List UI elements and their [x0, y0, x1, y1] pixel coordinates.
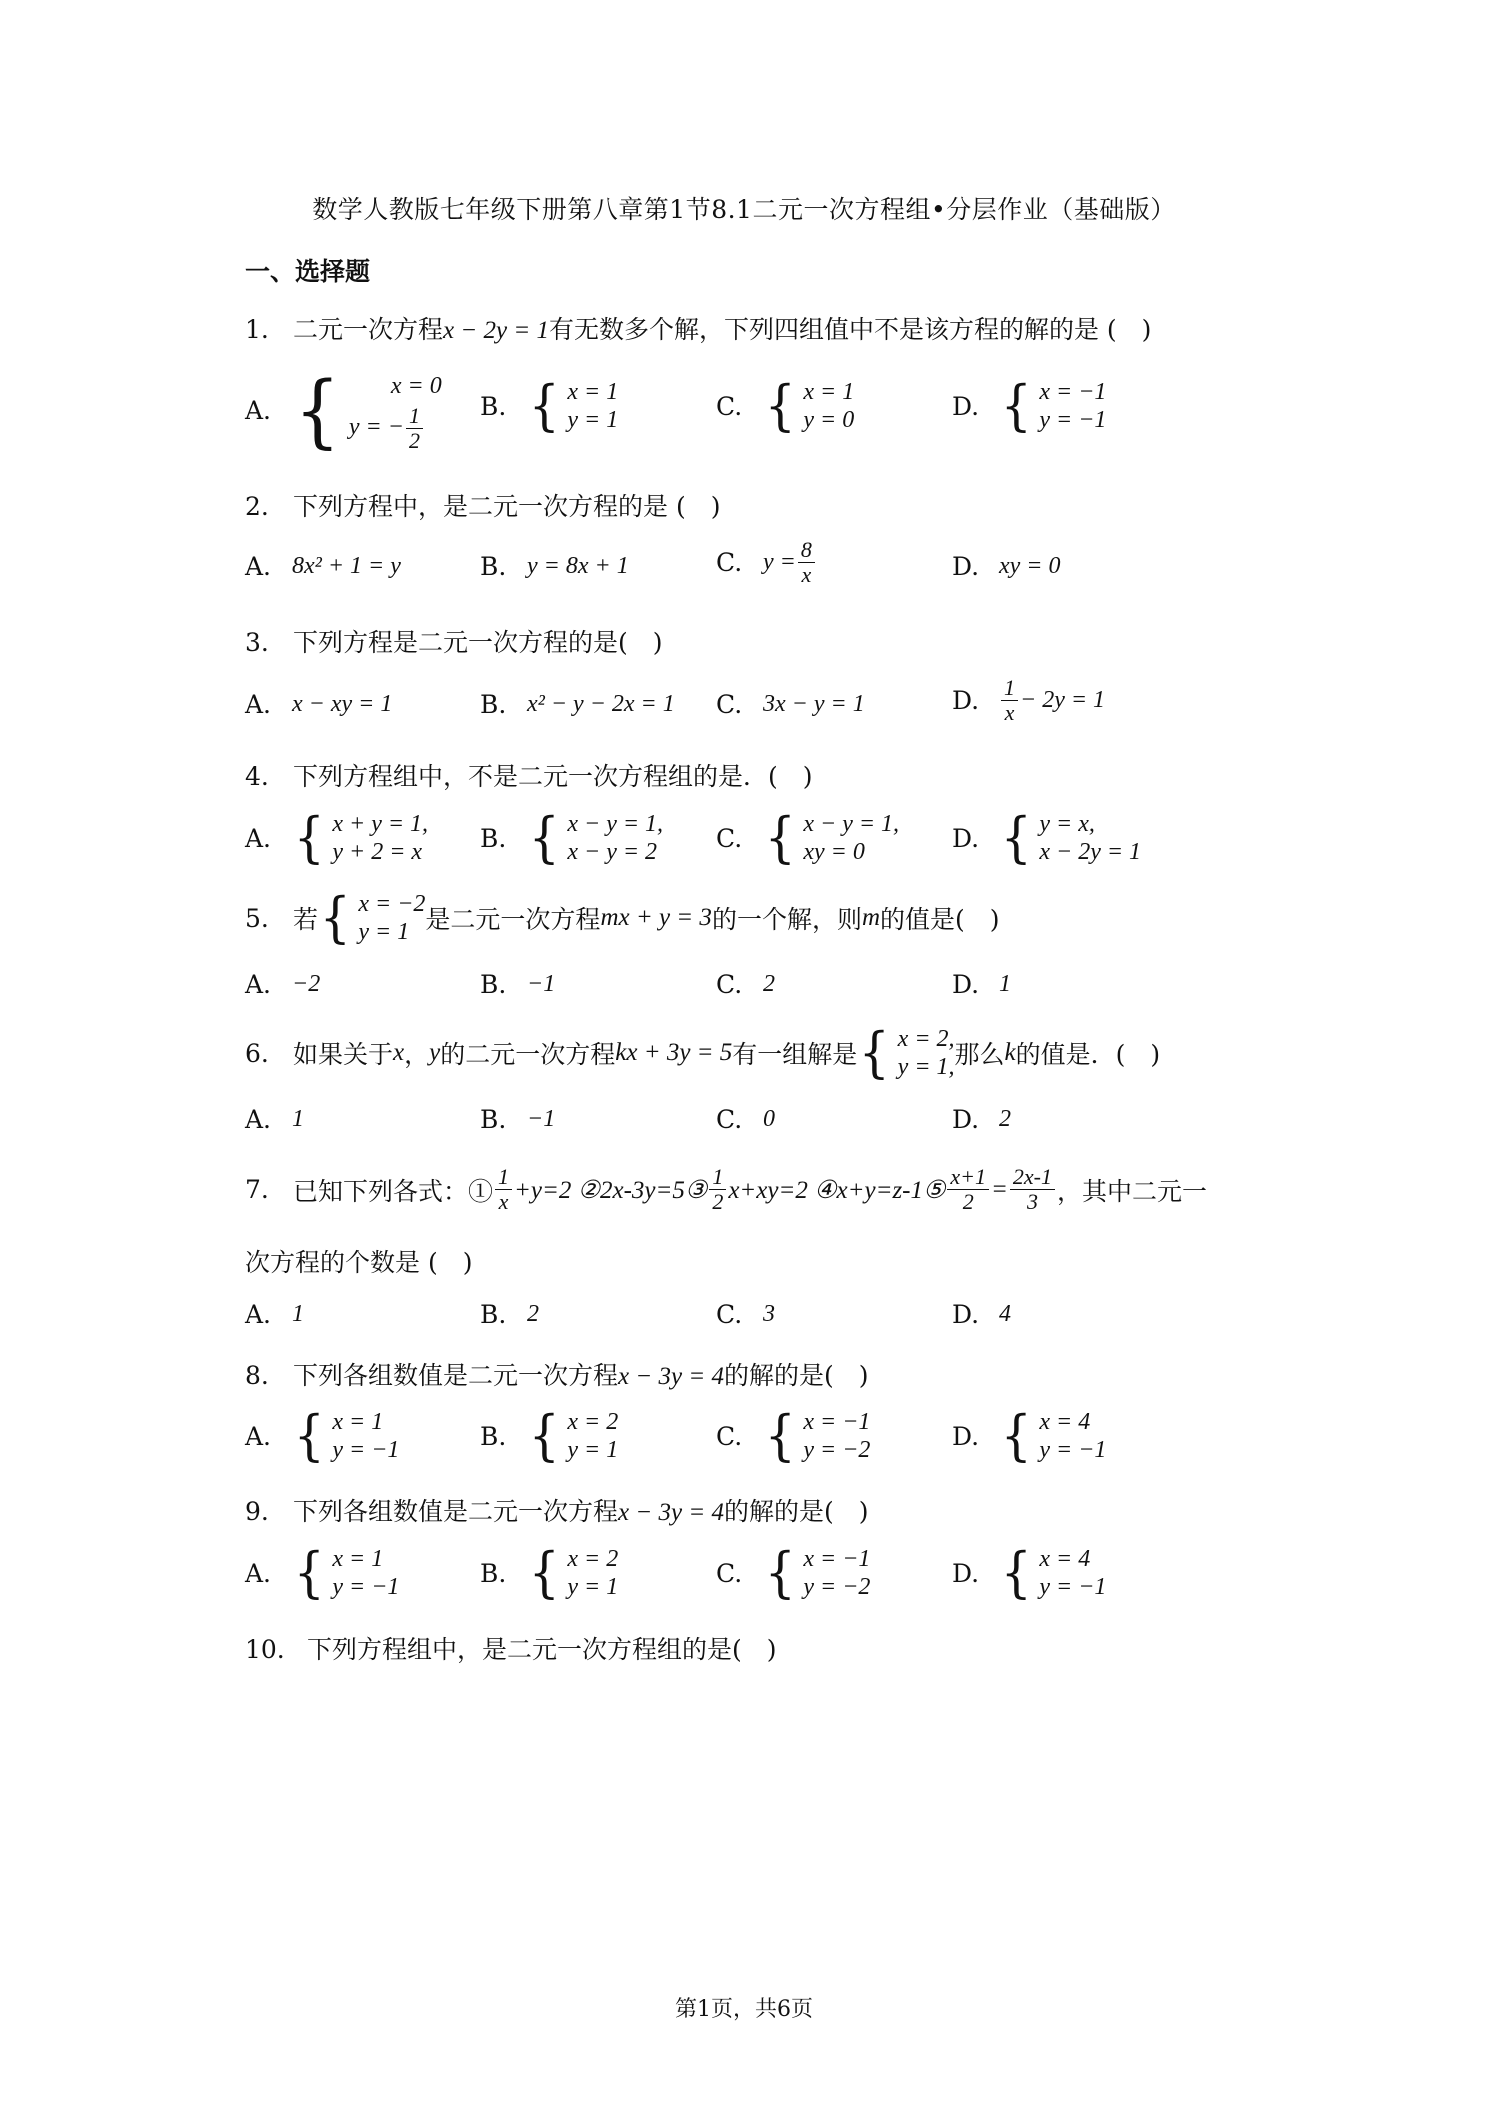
question-text: 的一个解，则	[711, 905, 862, 934]
question-4	[245, 757, 813, 793]
system-row: x = 1	[332, 1546, 384, 1572]
system-row: xy = 0	[803, 839, 865, 865]
question-text: 的二元一次方程	[440, 1040, 616, 1069]
option-d[interactable]	[952, 676, 1105, 725]
option-value: 1	[292, 1106, 304, 1132]
option-label: D.	[952, 391, 980, 421]
option-d[interactable]	[952, 1105, 1011, 1134]
question-8	[245, 1356, 868, 1392]
option-label: B.	[480, 552, 507, 581]
brace-icon: {	[764, 806, 796, 869]
option-b[interactable]	[480, 806, 664, 869]
option-label: B.	[480, 690, 507, 719]
option-label: A.	[245, 1558, 272, 1588]
question-text: 下列方程是二元一次方程的是( )	[293, 628, 663, 657]
question-number: 2.	[245, 492, 269, 521]
option-label: B.	[480, 970, 507, 999]
option-b[interactable]	[480, 970, 555, 999]
system-row: x = 4	[1039, 1409, 1091, 1435]
option-label: C.	[716, 391, 743, 421]
fraction: $\frac{8}{x}$	[798, 538, 815, 587]
option-a[interactable]	[245, 1105, 304, 1134]
question-text: ，其中二元一	[1057, 1176, 1208, 1206]
expression: =	[991, 1175, 1008, 1203]
question-text: 是二元一次方程	[425, 905, 601, 934]
question-number: 4.	[245, 762, 269, 791]
question-number: 10.	[245, 1635, 285, 1664]
question-2	[245, 487, 720, 523]
option-a[interactable]	[245, 1541, 400, 1604]
question-text: 有无数多个解，下列四组值中不是该方程的解的是 ( )	[548, 315, 1152, 344]
option-a[interactable]	[245, 363, 442, 457]
system-row: x = 2,	[897, 1026, 955, 1052]
option-value: y =	[763, 549, 796, 575]
option-label: C.	[716, 1105, 743, 1134]
system-row: x = −1	[1039, 379, 1107, 405]
equation: x − 3y = 4	[618, 1363, 724, 1390]
option-value: xy = 0	[999, 553, 1061, 579]
equation-system	[292, 363, 442, 457]
question-text: 有一组解是	[732, 1040, 858, 1069]
brace-icon: {	[1000, 806, 1032, 869]
question-text: 如果关于	[293, 1040, 394, 1069]
option-label: A.	[245, 552, 272, 581]
option-label: D.	[952, 1105, 980, 1134]
system-row: x = 1	[332, 1409, 384, 1435]
option-d[interactable]	[952, 374, 1107, 437]
question-number: 3.	[245, 628, 269, 657]
option-value: 2	[763, 971, 775, 997]
option-b[interactable]	[480, 552, 629, 581]
option-value: x² − y − 2x = 1	[527, 691, 675, 717]
system-row: y = −1	[332, 1574, 400, 1600]
question-number: 6.	[245, 1038, 269, 1068]
option-c[interactable]	[716, 1541, 871, 1604]
brace-icon: {	[294, 363, 341, 457]
option-b[interactable]	[480, 690, 675, 719]
option-label: D.	[952, 552, 980, 581]
option-d[interactable]	[952, 1404, 1107, 1467]
brace-icon: {	[528, 1404, 560, 1467]
fraction: $\frac{x+1}{2}$	[947, 1165, 989, 1214]
system-row: y = −1	[332, 1437, 400, 1463]
page-footer: 第1页，共6页	[675, 1997, 813, 2022]
question-text: 若	[293, 905, 319, 934]
system-row: x = 2	[567, 1546, 619, 1572]
question-text: 下列方程组中，不是二元一次方程组的是．( )	[293, 762, 813, 791]
brace-icon: {	[293, 1404, 325, 1467]
system-row: x = 1	[803, 379, 855, 405]
brace-icon: {	[528, 1541, 560, 1604]
option-label: B.	[480, 1421, 507, 1451]
system-row: y = −2	[803, 1437, 871, 1463]
option-a[interactable]	[245, 806, 429, 869]
question-6	[245, 1021, 1161, 1084]
brace-icon: {	[319, 886, 351, 949]
fraction: $\frac{2x-1}{3}$	[1010, 1165, 1055, 1214]
option-label: A.	[245, 1421, 272, 1451]
brace-icon: {	[293, 806, 325, 869]
brace-icon: {	[528, 806, 560, 869]
option-label: D.	[952, 1421, 980, 1451]
system-row: y = 1	[567, 1437, 619, 1463]
option-value: 1	[999, 971, 1011, 997]
system-row: x + y = 1,	[332, 811, 429, 837]
question-text: 已知下列各式：①	[293, 1176, 494, 1206]
question-number: 8.	[245, 1361, 269, 1390]
variable: k	[1004, 1039, 1016, 1066]
option-d[interactable]	[952, 970, 1011, 999]
brace-icon: {	[764, 374, 796, 437]
option-value: − 2y = 1	[1020, 687, 1106, 713]
brace-icon: {	[764, 1404, 796, 1467]
option-label: C.	[716, 548, 743, 577]
question-text: 的解的是( )	[723, 1497, 869, 1526]
brace-icon: {	[293, 1541, 325, 1604]
system-row: x − y = 1,	[803, 811, 900, 837]
option-value: 2	[527, 1301, 539, 1327]
expression: +y=2 ②2x-3y=5③	[514, 1176, 708, 1204]
question-text: 那么	[954, 1040, 1005, 1069]
option-b[interactable]	[480, 1105, 555, 1134]
option-label: C.	[716, 1558, 743, 1588]
option-value: y = 8x + 1	[527, 553, 629, 579]
option-value: 8x² + 1 = y	[292, 553, 401, 579]
system-row: y = − $\frac{1}{2}$	[349, 404, 442, 453]
system-row: y = 1	[358, 919, 410, 945]
brace-icon: {	[1000, 374, 1032, 437]
question-text: ，	[404, 1040, 430, 1069]
question-text: 下列方程组中，是二元一次方程组的是( )	[307, 1635, 777, 1664]
system-row: x = 2	[567, 1409, 619, 1435]
option-label: C.	[716, 1421, 743, 1451]
option-c[interactable]	[716, 1300, 775, 1329]
option-d[interactable]	[952, 1541, 1107, 1604]
option-label: A.	[245, 1300, 272, 1329]
system-row: y = −1	[1039, 1437, 1107, 1463]
option-value: 3	[763, 1301, 775, 1327]
variable: x	[393, 1039, 405, 1066]
question-5	[245, 886, 1000, 949]
brace-icon: {	[1000, 1404, 1032, 1467]
brace-icon: {	[1000, 1541, 1032, 1604]
system-row: y = 1	[567, 407, 619, 433]
option-a[interactable]	[245, 1300, 304, 1329]
option-label: A.	[245, 1105, 272, 1134]
system-row: y = 0	[803, 407, 855, 433]
option-b[interactable]	[480, 1300, 539, 1329]
option-value: 3x − y = 1	[763, 691, 865, 717]
brace-icon: {	[859, 1021, 890, 1084]
equation: x − 3y = 4	[618, 1499, 724, 1526]
question-number: 5.	[245, 903, 269, 933]
section-heading: 一、选择题	[245, 257, 371, 286]
option-label: C.	[716, 690, 743, 719]
option-a[interactable]	[245, 552, 401, 581]
option-c[interactable]	[716, 1105, 775, 1134]
variable: m	[861, 904, 881, 931]
option-value: 2	[999, 1106, 1011, 1132]
system-row: x = −2	[358, 891, 426, 917]
question-text: 的值是( )	[880, 905, 1000, 934]
option-label: A.	[245, 970, 272, 999]
fraction: $\frac{1}{x}$	[495, 1165, 512, 1214]
option-label: C.	[716, 970, 743, 999]
option-value: −2	[292, 971, 321, 997]
question-1	[245, 310, 1151, 346]
option-value: 1	[292, 1301, 304, 1327]
option-d[interactable]	[952, 552, 1061, 581]
system-row: y = 1,	[897, 1054, 955, 1080]
option-label: A.	[245, 690, 272, 719]
equation: mx + y = 3	[600, 904, 712, 931]
question-number: 1.	[245, 315, 269, 344]
expression: x+xy=2 ④x+y=z-1⑤	[728, 1176, 946, 1204]
question-text: 的解的是( )	[723, 1361, 869, 1390]
option-label: D.	[952, 686, 980, 715]
document-title: 数学人教版七年级下册第八章第1节8.1二元一次方程组•分层作业（基础版）	[312, 195, 1176, 224]
option-label: A.	[245, 396, 272, 425]
option-b[interactable]	[480, 1541, 619, 1604]
option-c[interactable]	[716, 806, 900, 869]
brace-icon: {	[528, 374, 560, 437]
option-label: B.	[480, 391, 507, 421]
brace-icon: {	[764, 1541, 796, 1604]
option-label: D.	[952, 1558, 980, 1588]
fraction: $\frac{1}{x}$	[1001, 676, 1018, 725]
question-9	[245, 1492, 868, 1528]
option-a[interactable]	[245, 1404, 400, 1467]
option-c[interactable]	[716, 690, 865, 719]
system-row: y = −2	[803, 1574, 871, 1600]
option-label: C.	[716, 1300, 743, 1329]
option-b[interactable]	[480, 1404, 619, 1467]
option-a[interactable]	[245, 970, 320, 999]
question-number: 7.	[245, 1175, 269, 1204]
question-text: 下列各组数值是二元一次方程	[293, 1361, 619, 1390]
option-label: D.	[952, 970, 980, 999]
question-text: 下列各组数值是二元一次方程	[293, 1497, 619, 1526]
system-row: y = −1	[1039, 407, 1107, 433]
fraction: $\frac{1}{2}$	[406, 404, 423, 453]
system-row: x = −1	[803, 1409, 871, 1435]
option-label: B.	[480, 1105, 507, 1134]
option-value: x − xy = 1	[292, 691, 393, 717]
question-10	[245, 1630, 777, 1666]
option-label: B.	[480, 823, 507, 853]
option-c[interactable]	[716, 1404, 871, 1467]
system-row: y = x,	[1039, 811, 1095, 837]
system-row: x = 4	[1039, 1546, 1091, 1572]
option-c[interactable]	[716, 538, 817, 587]
system-row: y + 2 = x	[332, 839, 423, 865]
system-row: y = −1	[1039, 1574, 1107, 1600]
option-label: C.	[716, 823, 743, 853]
system-row: y = 1	[567, 1574, 619, 1600]
system-row: x − 2y = 1	[1039, 839, 1142, 865]
option-d[interactable]	[952, 806, 1142, 869]
option-value: 0	[763, 1106, 775, 1132]
question-text: 的值是．( )	[1015, 1040, 1161, 1069]
question-number: 9.	[245, 1497, 269, 1526]
variable: y	[429, 1039, 441, 1066]
question-text-continued: 次方程的个数是 ( )	[245, 1248, 473, 1277]
option-value: −1	[527, 971, 556, 997]
system-row: x − y = 2	[567, 839, 658, 865]
option-label: D.	[952, 1300, 980, 1329]
option-label: A.	[245, 823, 272, 853]
system-row: x = 1	[567, 379, 619, 405]
system-row: x = 0	[390, 373, 442, 399]
option-b[interactable]	[480, 374, 619, 437]
option-c[interactable]	[716, 374, 855, 437]
option-value: −1	[527, 1106, 556, 1132]
equation: kx + 3y = 5	[615, 1039, 733, 1066]
fraction: $\frac{1}{2}$	[709, 1165, 726, 1214]
system-row: x = −1	[803, 1546, 871, 1572]
option-label: D.	[952, 823, 980, 853]
option-value: 4	[999, 1301, 1011, 1327]
question-text: 下列方程中，是二元一次方程的是 ( )	[293, 492, 721, 521]
equation: x − 2y = 1	[443, 317, 549, 344]
option-label: B.	[480, 1300, 507, 1329]
question-7	[245, 1165, 1207, 1214]
system-row: x − y = 1,	[567, 811, 664, 837]
option-a[interactable]	[245, 690, 392, 719]
option-label: B.	[480, 1558, 507, 1588]
question-3	[245, 623, 663, 659]
question-text: 二元一次方程	[293, 315, 444, 344]
option-c[interactable]	[716, 970, 775, 999]
option-d[interactable]	[952, 1300, 1011, 1329]
